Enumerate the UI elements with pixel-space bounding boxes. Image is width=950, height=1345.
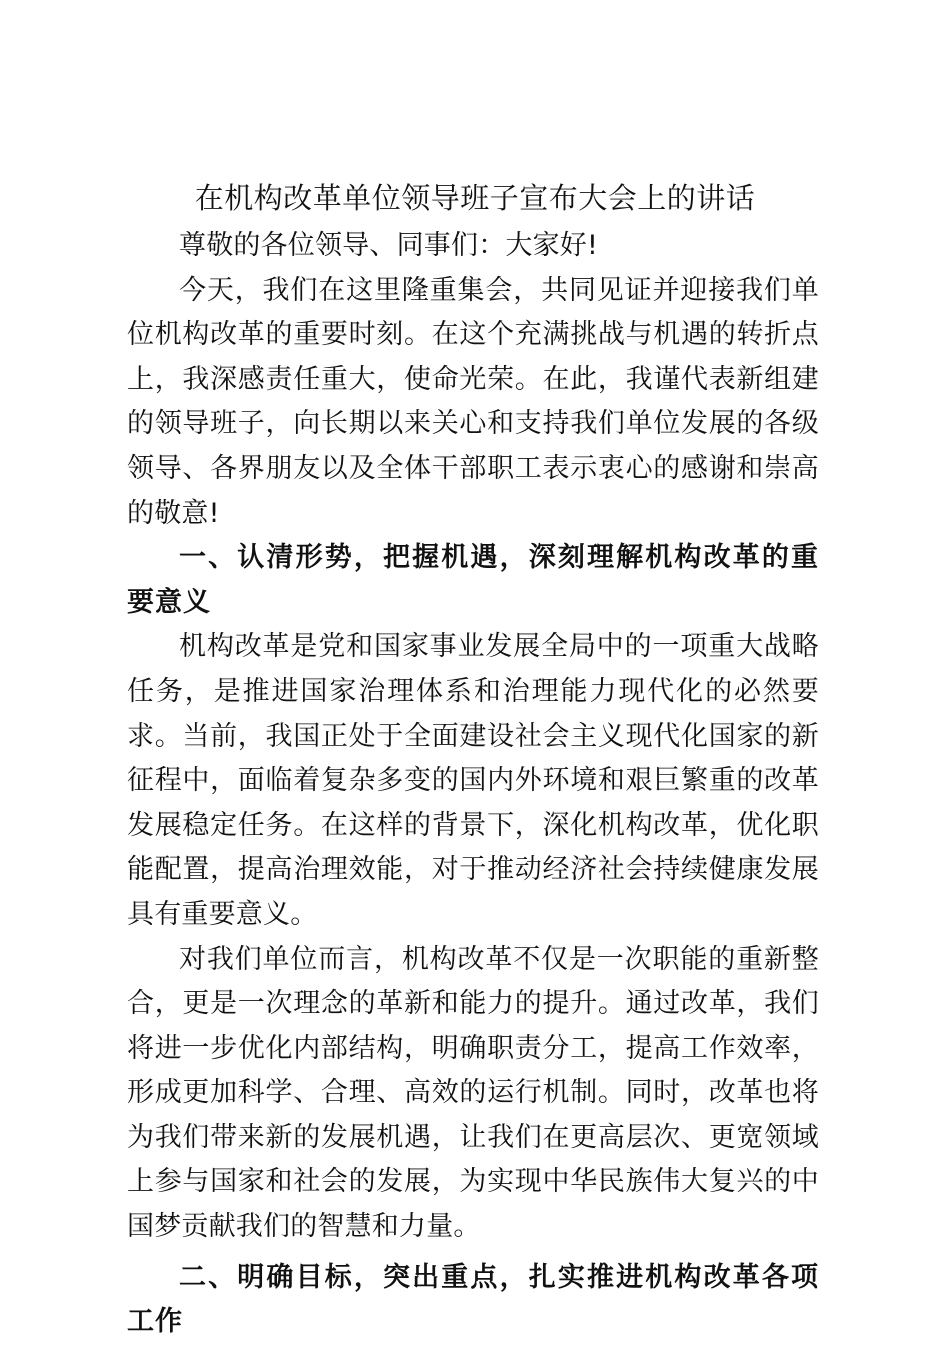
paragraph-unit-perspective: 对我们单位而言，机构改革不仅是一次职能的重新整合，更是一次理念的革新和能力的提升。通过改革，我们将进一步优化内部结构，明确职责分工，提高工作效率，形成更加科学、合理、高效的运行机制。同时，改革也将为我们带来新的发展机遇，让我们在更高层次、更宽领域上参与国家和社会的发展，为实现中华民族伟大复兴的中国梦贡献我们的智慧和力量。 <box>127 943 819 1243</box>
salutation: 尊敬的各位领导、同事们：大家好! <box>179 230 599 261</box>
speech-title: 在机构改革单位领导班子宣布大会上的讲话 <box>194 181 756 215</box>
section-heading-1: 一、认清形势，把握机遇，深刻理解机构改革的重要意义 <box>127 542 819 618</box>
paragraph-significance: 机构改革是党和国家事业发展全局中的一项重大战略任务，是推进国家治理体系和治理能力现代化的必然要求。当前，我国正处于全面建设社会主义现代化国家的新征程中，面临着复杂多变的国内外环境和艰巨繁重的改革发展稳定任务。在这样的背景下，深化机构改革，优化职能配置，提高治理效能，对于推动经济社会持续健康发展具有重要意义。 <box>127 631 819 930</box>
section-heading-2: 二、明确目标，突出重点，扎实推进机构改革各项工作 <box>127 1261 819 1338</box>
paragraph-opening: 今天，我们在这里隆重集会，共同见证并迎接我们单位机构改革的重要时刻。在这个充满挑战与机遇的转折点上，我深感责任重大，使命光荣。在此，我谨代表新组建的领导班子，向长期以来关心和支持我们单位发展的各级领导、各界朋友以及全体干部职工表示衷心的感谢和崇高的敬意! <box>127 274 819 529</box>
document-body <box>127 172 819 1345</box>
